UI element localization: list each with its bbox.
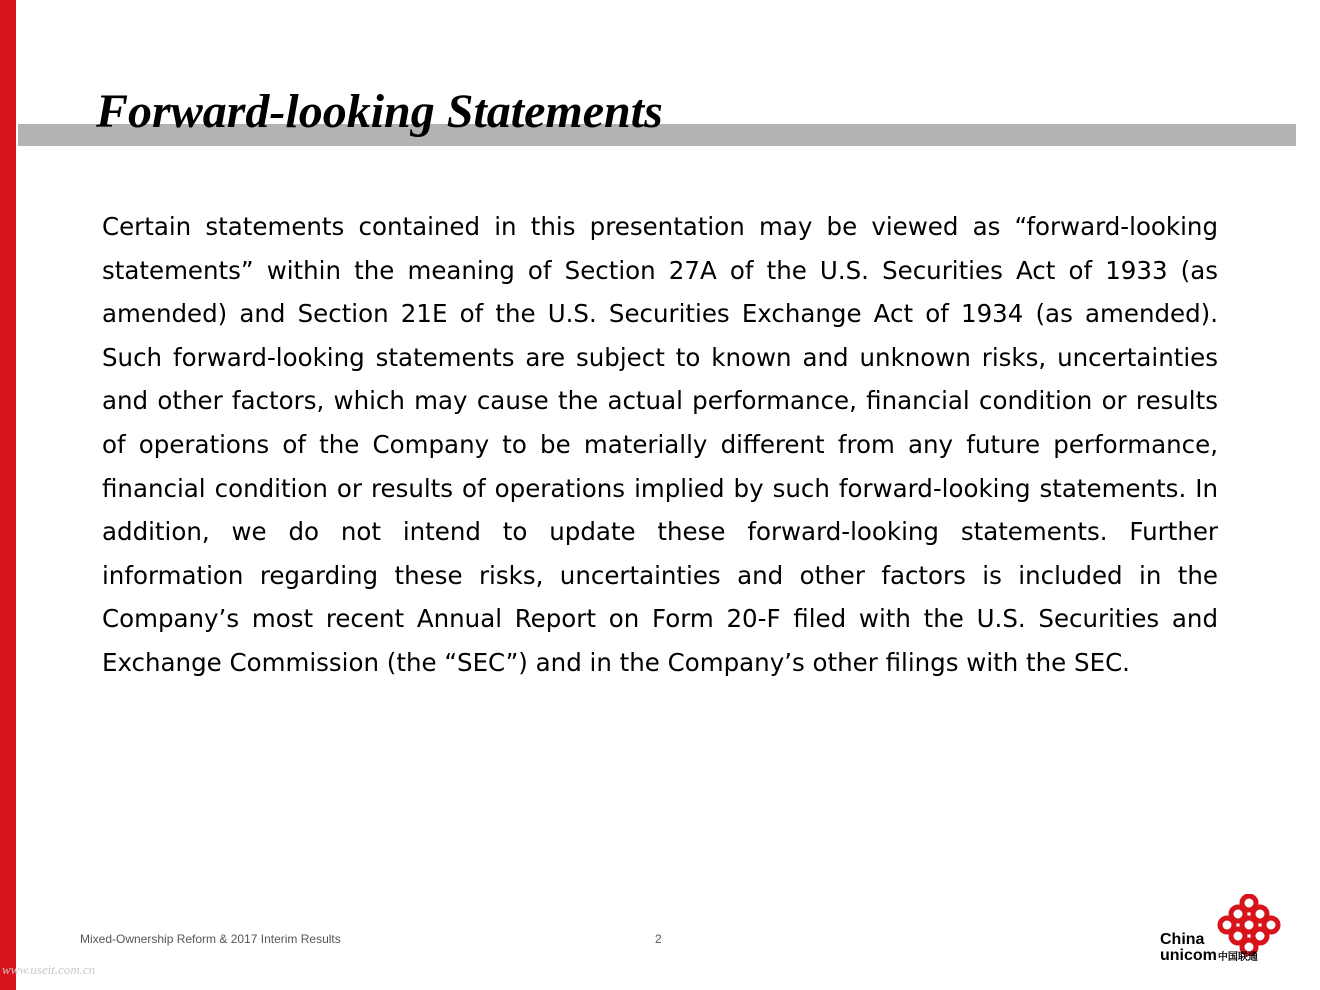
logo-text-unicom <box>1160 947 1258 967</box>
footer-presentation-title: Mixed-Ownership Reform & 2017 Interim Results <box>80 932 341 946</box>
page-number: 2 <box>655 932 662 946</box>
logo-text-unicom-en: unicom <box>1160 947 1217 964</box>
disclaimer-paragraph: Certain statements contained in this presentation may be viewed as “forward-looking statements” within the meaning of Section 27A of the U.S. Securities Act of 1933 (as amended) and Section 21E of the U.S. Securities Exchange Act of 1934 (as amended). Such forward-looking statements are subject to known and unknown risks, uncertainties and other factors, which may cause the actual performance, financial condition or results of operations of the Company to be materially different from any future performance, financial condition or results of operations implied by such forward-looking statements. In addition, we do not intend to update these forward-looking statements. Further information regarding these risks, uncertainties and other factors is included in the Company’s most recent Annual Report on Form 20-F filed with the U.S. Securities and Exchange Commission (the “SEC”) and in the Company’s other filings with the SEC. <box>102 212 1218 677</box>
china-unicom-logo <box>1156 894 1286 966</box>
logo-text-chinese: 中国联通 <box>1217 952 1258 963</box>
watermark: www.useit.com.cn <box>2 962 96 977</box>
logo-text-china: China <box>1160 931 1205 948</box>
slide-title: Forward-looking Statements <box>96 85 663 138</box>
left-accent-bar <box>0 0 16 990</box>
